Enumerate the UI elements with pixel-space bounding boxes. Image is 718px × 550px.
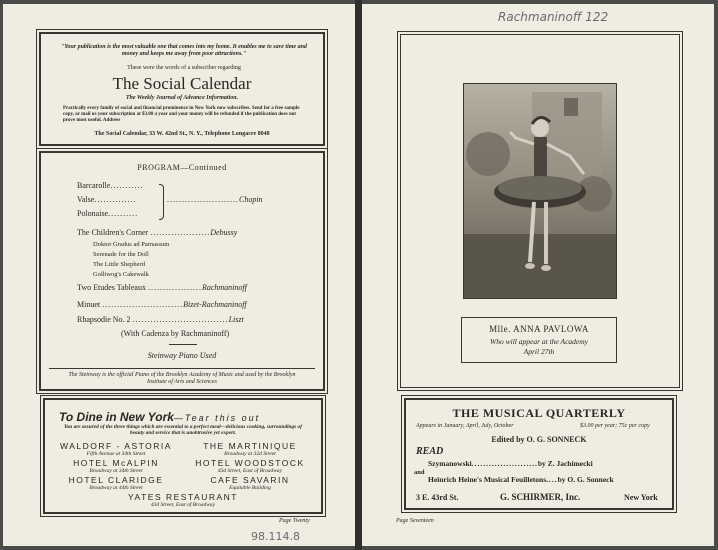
program-heading: PROGRAM—Continued	[137, 163, 227, 172]
mq-title: THE MUSICAL QUARTERLY	[452, 406, 626, 420]
dine-place: WALDORF - ASTORIA Fifth Avenue at 34th Street	[60, 441, 172, 457]
social-calendar-body: Practically every family of social and financial prominence in New York now subscribes. Send for a free sample copy, or mail us your subscription at $3.00 a year and your money will be refunded if the publication does not prove most useful. Address	[63, 106, 300, 123]
social-calendar-ad	[39, 32, 325, 146]
dine-title-tail: —Tear this out	[173, 413, 261, 423]
book-gutter	[355, 0, 362, 550]
sub-item: Doktor Gradus ad Parnassum	[93, 241, 170, 248]
piece-polonaise: Polonaise	[77, 209, 109, 218]
dine-intro: You are assured of the three things which are essential to a perfect meal—delicious cooking, surroundings of beauty and service that is unobtrusive yet expert.	[64, 424, 302, 437]
chopin-brace	[159, 184, 164, 220]
mq-publisher: G. SCHIRMER, Inc.	[500, 492, 581, 502]
divider	[49, 368, 315, 369]
mq-address: 3 E. 43rd St.	[416, 493, 459, 502]
mq-city: New York	[624, 493, 658, 502]
piece-childrens-corner: The Children's Corner	[77, 228, 149, 237]
composer-chopin: Chopin	[239, 195, 263, 204]
mq-author2: by O. G. Sonneck	[557, 475, 614, 484]
program-cadenza: (With Cadenza by Rachmaninoff)	[121, 329, 230, 338]
piece-rhapsodie: Rhapsodie No. 2	[77, 315, 131, 324]
divider	[169, 344, 197, 345]
program-item-chopin: ........................Chopin	[167, 195, 263, 204]
subscriber-quote: "Your publication is the most valuable one that comes into my home. It enables me to save time and money and keeps me away from poor attractions."	[61, 44, 307, 57]
pavlowa-caption-name: Mlle. ANNA PAVLOWA	[489, 324, 589, 334]
pavlowa-caption-line2: April 27th	[523, 347, 555, 356]
social-calendar-subtitle: The Weekly Journal of Advance Information.	[125, 95, 239, 101]
mq-article1: Szymanowski	[428, 459, 472, 468]
program-item-two-etudes: Two Etudes Tableaux ..................Rachmaninoff	[77, 283, 247, 292]
handwritten-annotation: Rachmaninoff 122	[498, 10, 609, 24]
dine-ad	[43, 398, 323, 514]
piece-valse: Valse	[77, 195, 95, 204]
quote-tail: These were the words of a subscriber regarding	[127, 65, 241, 71]
program-item-rhapsodie: Rhapsodie No. 2 ................................Liszt	[77, 315, 244, 324]
piece-two-etudes: Two Etudes Tableaux	[77, 283, 146, 292]
mq-edited: Edited by O. G. SONNECK	[491, 435, 587, 444]
handwritten-accession-number: 98.114.8	[251, 530, 300, 543]
mq-author1: by Z. Jachimecki	[537, 459, 593, 468]
steinway-used: Steinway Piano Used	[147, 351, 217, 360]
mq-article2: Heinrich Heine's Musical Feuilletons	[428, 475, 547, 484]
pavlowa-photo	[463, 83, 617, 299]
dine-place: HOTEL McALPIN Broadway at 34th Street	[73, 458, 159, 474]
dine-place: CAFE SAVARIN Equitable Building	[210, 475, 290, 491]
pavlowa-caption-line1: Who will appear at the Academy	[490, 337, 588, 346]
mq-and: and	[414, 469, 425, 476]
dine-place: YATES RESTAURANT 43d Street, East of Broadway	[128, 492, 238, 508]
dine-place: HOTEL WOODSTOCK 43d Street, East of Broadway	[195, 458, 305, 474]
sub-item: Golliwog's Cakewalk	[93, 271, 149, 278]
program-item-barcarolle: Barcarolle...........	[77, 181, 144, 190]
pavlowa-frame	[400, 34, 680, 388]
composer-liszt: Liszt	[228, 315, 244, 324]
musical-quarterly-ad	[404, 398, 674, 510]
dine-place: HOTEL CLARIDGE Broadway at 44th Street	[68, 475, 164, 491]
social-calendar-title: The Social Calendar	[112, 74, 252, 93]
piece-minuet: Minuet	[77, 300, 101, 309]
mq-price: $3.00 per year; 75c per copy	[580, 423, 650, 429]
sub-item: Serenade for the Doll	[93, 251, 149, 258]
program-box	[39, 151, 325, 391]
piece-barcarolle: Barcarolle	[77, 181, 111, 190]
dine-title: To Dine in New York	[59, 410, 174, 424]
page-number: Page Twenty	[279, 518, 310, 524]
composer-bizet: Bizet-Rachmaninoff	[183, 300, 247, 309]
composer-debussy: Debussy	[210, 228, 238, 237]
social-calendar-address: The Social Calendar, 33 W. 42nd St., N. Y., Telephone Longacre 8048	[94, 131, 270, 137]
program-item-valse: Valse..............	[77, 195, 137, 204]
sub-item: The Little Shepherd	[93, 261, 145, 268]
mq-read: READ	[416, 446, 444, 457]
right-page	[362, 4, 714, 546]
left-page	[3, 4, 355, 546]
program-item-minuet: Minuet ...........................Bizet-Rachmaninoff	[77, 300, 247, 309]
program-item-childrens-corner: The Children's Corner ....................Debussy	[77, 228, 238, 237]
page-number: Page Seventeen	[396, 518, 434, 524]
mq-article1-line: Szymanowski.......................by Z. Jachimecki	[428, 459, 593, 468]
dine-place: THE MARTINIQUE Broadway at 32d Street	[203, 441, 297, 457]
dancer-illustration	[464, 84, 616, 298]
composer-rachmaninoff: Rachmaninoff	[201, 283, 247, 292]
pavlowa-caption-box	[461, 317, 617, 363]
program-item-polonaise: Polonaise..........	[77, 209, 139, 218]
mq-article2-line: Heinrich Heine's Musical Feuilletons....by O. G. Sonneck	[428, 475, 614, 484]
mq-appears: Appears in January, April, July, October	[416, 423, 514, 429]
steinway-footnote: The Steinway is the official Piano of the Brooklyn Academy of Music and used by the Brooklyn Institute of Arts and Sciences	[68, 372, 296, 385]
